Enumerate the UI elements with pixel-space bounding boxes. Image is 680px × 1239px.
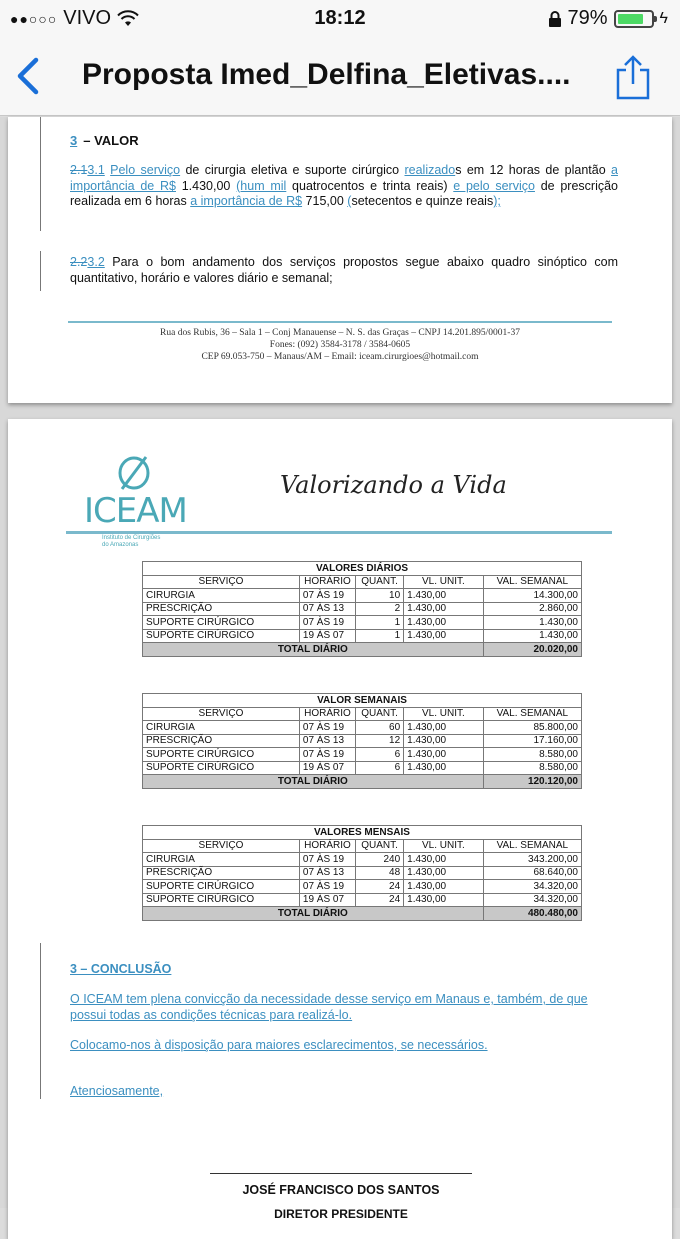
status-bar xyxy=(0,0,680,38)
change-bar xyxy=(40,251,41,291)
table-cell: 19 ÀS 07 xyxy=(299,761,355,775)
table-row xyxy=(143,616,582,630)
table-cell: 12 xyxy=(356,734,404,748)
table-cell: 6 xyxy=(356,748,404,762)
footer-divider xyxy=(68,321,612,323)
logo-subtitle-line: Instituto de Cirurgiões xyxy=(102,535,161,541)
table-caption: VALORES MENSAIS xyxy=(143,826,582,840)
table-cell: SUPORTE CIRÚRGICO xyxy=(143,761,300,775)
signature-line xyxy=(210,1173,472,1174)
table-cell: 07 ÀS 13 xyxy=(299,734,355,748)
table-cell: 8.580,00 xyxy=(483,761,581,775)
table-cell: 1.430,00 xyxy=(404,734,484,748)
inserted-text: ( xyxy=(347,194,352,208)
chevron-left-icon[interactable] xyxy=(10,54,50,98)
body-text: 1.430,00 xyxy=(175,178,237,193)
table-caption: VALOR SEMANAIS xyxy=(143,694,582,708)
body-text: quatrocentos e trinta reais) xyxy=(286,178,454,193)
battery-level-fill xyxy=(618,14,643,24)
total-label: TOTAL DIÁRIO xyxy=(143,775,484,789)
column-header: VAL. SEMANAL xyxy=(483,839,581,853)
table-cell: 24 xyxy=(356,880,404,894)
table-cell: 6 xyxy=(356,761,404,775)
total-row xyxy=(143,775,582,789)
table-cell: 1.430,00 xyxy=(404,721,484,735)
table-row xyxy=(143,602,582,616)
table-cell: 24 xyxy=(356,893,404,907)
table-row xyxy=(143,866,582,880)
table-cell: 343.200,00 xyxy=(483,853,581,867)
column-header: VAL. SEMANAL xyxy=(483,575,581,589)
inserted-text: a importância de R$ xyxy=(190,194,303,208)
document-page-2 xyxy=(8,419,672,1239)
table-cell: 14.300,00 xyxy=(483,589,581,603)
table-cell: 2 xyxy=(356,602,404,616)
column-header: SERVIÇO xyxy=(143,839,300,853)
signatory-name: JOSÉ FRANCISCO DOS SANTOS xyxy=(242,1183,440,1197)
table-row xyxy=(143,629,582,643)
charging-bolt-icon: ϟ xyxy=(659,9,668,27)
footer-address: Rua dos Rubis, 36 – Sala 1 – Conj Manauense – N. S. das Graças – CNPJ 14.201.895/0001-37 xyxy=(160,328,520,338)
table-cell: 1.430,00 xyxy=(404,629,484,643)
conclusion-paragraph: Colocamo-nos à disposição para maiores esclarecimentos, se necessários. xyxy=(70,1038,488,1052)
body-text: de cirurgia eletiva e suporte cirúrgico xyxy=(180,163,405,177)
column-header: QUANT. xyxy=(356,707,404,721)
section-heading xyxy=(70,133,139,149)
table-cell: 34.320,00 xyxy=(483,893,581,907)
logo-text: ICEAM xyxy=(84,491,187,531)
paragraph-3-1 xyxy=(70,163,618,210)
inserted-text: realizado xyxy=(404,163,456,177)
table-cell: 07 ÀS 19 xyxy=(299,721,355,735)
table-caption: VALORES DIÁRIOS xyxy=(143,562,582,576)
total-row xyxy=(143,643,582,657)
table-cell: 07 ÀS 19 xyxy=(299,880,355,894)
table-cell: 1.430,00 xyxy=(404,853,484,867)
table-cell: 60 xyxy=(356,721,404,735)
column-header: VL. UNIT. xyxy=(404,839,484,853)
table-cell: 10 xyxy=(356,589,404,603)
closing-text: Atenciosamente, xyxy=(70,1084,164,1098)
change-bar xyxy=(40,943,41,1099)
column-header: HORÁRIO xyxy=(299,707,355,721)
table-cell: 34.320,00 xyxy=(483,880,581,894)
section-number: 3 xyxy=(70,133,78,148)
logo-subtitle-line: do Amazonas xyxy=(102,542,139,548)
table-cell: 1 xyxy=(356,616,404,630)
table-cell: PRESCRIÇÃO xyxy=(143,866,300,880)
table-cell: 1.430,00 xyxy=(404,893,484,907)
table-cell: 8.580,00 xyxy=(483,748,581,762)
table-cell: 19 ÀS 07 xyxy=(299,629,355,643)
table-row xyxy=(143,761,582,775)
column-header: HORÁRIO xyxy=(299,839,355,853)
table-cell: 1.430,00 xyxy=(404,880,484,894)
deleted-text: 2.1 xyxy=(70,163,88,177)
table-cell: 85.800,00 xyxy=(483,721,581,735)
battery-percent: 79% xyxy=(567,7,608,29)
table-row xyxy=(143,880,582,894)
logo-mark-icon xyxy=(114,455,154,491)
body-text: setecentos e quinze reais xyxy=(351,194,494,208)
table-cell: SUPORTE CIRÚRGICO xyxy=(143,748,300,762)
table-cell: 1.430,00 xyxy=(404,761,484,775)
table-row xyxy=(143,589,582,603)
table-cell: 1 xyxy=(356,629,404,643)
total-row xyxy=(143,907,582,921)
table-cell: 240 xyxy=(356,853,404,867)
page-footer xyxy=(68,327,612,363)
table-cell: 1.430,00 xyxy=(404,748,484,762)
iceam-logo xyxy=(84,451,187,551)
table-cell: 17.160,00 xyxy=(483,734,581,748)
total-label: TOTAL DIÁRIO xyxy=(143,643,484,657)
table-cell: CIRURGIA xyxy=(143,589,300,603)
column-header: SERVIÇO xyxy=(143,575,300,589)
table-cell: 68.640,00 xyxy=(483,866,581,880)
values-table xyxy=(142,825,582,921)
document-title: Proposta Imed_Delfina_Eletivas.... xyxy=(82,58,571,91)
table-row xyxy=(143,853,582,867)
inserted-text: e pelo serviço xyxy=(453,178,535,193)
table-row xyxy=(143,734,582,748)
values-table xyxy=(142,561,582,657)
table-cell: SUPORTE CIRÚRGICO xyxy=(143,893,300,907)
lock-icon xyxy=(548,11,562,27)
table-cell: 1.430,00 xyxy=(404,616,484,630)
inserted-text: ); xyxy=(493,194,501,208)
carrier-name: VIVO xyxy=(63,7,112,29)
clock: 18:12 xyxy=(314,7,366,29)
column-header: QUANT. xyxy=(356,839,404,853)
table-cell: 1.430,00 xyxy=(404,589,484,603)
body-text: de prescrição realizada em 6 horas xyxy=(70,178,618,208)
total-value: 120.120,00 xyxy=(483,775,581,789)
table-cell: SUPORTE CIRÚRGICO xyxy=(143,629,300,643)
column-header: VL. UNIT. xyxy=(404,575,484,589)
footer-email: CEP 69.053-750 – Manaus/AM – Email: iceam.cirurgioes@hotmail.com xyxy=(201,352,479,362)
conclusion-paragraph: O ICEAM tem plena convicção da necessidade desse serviço em Manaus e, também, de que possui todas as condições técnicas para realizá-lo. xyxy=(70,992,588,1022)
table-cell: 07 ÀS 13 xyxy=(299,866,355,880)
total-value: 20.020,00 xyxy=(483,643,581,657)
table-cell: CIRURGIA xyxy=(143,853,300,867)
body-text: s em 12 horas de plantão xyxy=(455,163,612,177)
table-cell: 48 xyxy=(356,866,404,880)
table-cell: 1.430,00 xyxy=(483,616,581,630)
total-value: 480.480,00 xyxy=(483,907,581,921)
column-header: QUANT. xyxy=(356,575,404,589)
conclusion-heading: 3 – CONCLUSÃO xyxy=(70,962,172,976)
table-cell: CIRURGIA xyxy=(143,721,300,735)
column-header: HORÁRIO xyxy=(299,575,355,589)
section-title: – VALOR xyxy=(83,133,139,148)
letterhead-divider xyxy=(66,531,612,534)
inserted-text: (hum mil xyxy=(236,178,287,193)
values-table xyxy=(142,693,582,789)
paragraph-3-2 xyxy=(70,255,618,286)
table-cell: 1.430,00 xyxy=(404,602,484,616)
column-header: SERVIÇO xyxy=(143,707,300,721)
body-text: 715,00 xyxy=(302,194,348,208)
table-cell: SUPORTE CIRÚRGICO xyxy=(143,880,300,894)
table-cell: 19 ÀS 07 xyxy=(299,893,355,907)
table-cell: SUPORTE CIRÚRGICO xyxy=(143,616,300,630)
footer-phones: Fones: (092) 3584-3178 / 3584-0605 xyxy=(269,340,411,350)
table-cell: 07 ÀS 19 xyxy=(299,853,355,867)
signal-strength: ●●○○○ xyxy=(10,10,58,27)
table-cell: 07 ÀS 19 xyxy=(299,589,355,603)
inserted-text: a importância de R$ xyxy=(70,163,618,193)
table-cell: PRESCRIÇÃO xyxy=(143,734,300,748)
table-cell: PRESCRIÇÃO xyxy=(143,602,300,616)
table-cell: 07 ÀS 19 xyxy=(299,748,355,762)
document-viewer[interactable] xyxy=(0,117,680,1221)
table-row xyxy=(143,893,582,907)
document-page-1 xyxy=(8,117,672,403)
table-row xyxy=(143,748,582,762)
table-cell: 1.430,00 xyxy=(404,866,484,880)
battery-icon xyxy=(614,10,654,28)
navigation-bar xyxy=(0,38,680,116)
logo-subtitle xyxy=(102,535,160,549)
table-cell: 07 ÀS 13 xyxy=(299,602,355,616)
table-cell: 2.860,00 xyxy=(483,602,581,616)
signatory-role: DIRETOR PRESIDENTE xyxy=(274,1207,408,1221)
table-cell: 07 ÀS 19 xyxy=(299,616,355,630)
inserted-text: Pelo serviço xyxy=(110,163,181,177)
share-icon[interactable] xyxy=(614,54,652,100)
inserted-text: 3.2 xyxy=(87,255,105,269)
inserted-text: 3.1 xyxy=(87,163,105,177)
change-bar xyxy=(40,117,41,231)
table-row xyxy=(143,721,582,735)
column-header: VL. UNIT. xyxy=(404,707,484,721)
column-header: VAL. SEMANAL xyxy=(483,707,581,721)
deleted-text: 2.2 xyxy=(70,255,88,269)
body-text: Para o bom andamento dos serviços propostos segue abaixo quadro sinóptico com quantitativo, horário e valores diário e semanal; xyxy=(70,255,618,285)
motto: Valorizando a Vida xyxy=(280,471,507,499)
table-cell: 1.430,00 xyxy=(483,629,581,643)
total-label: TOTAL DIÁRIO xyxy=(143,907,484,921)
